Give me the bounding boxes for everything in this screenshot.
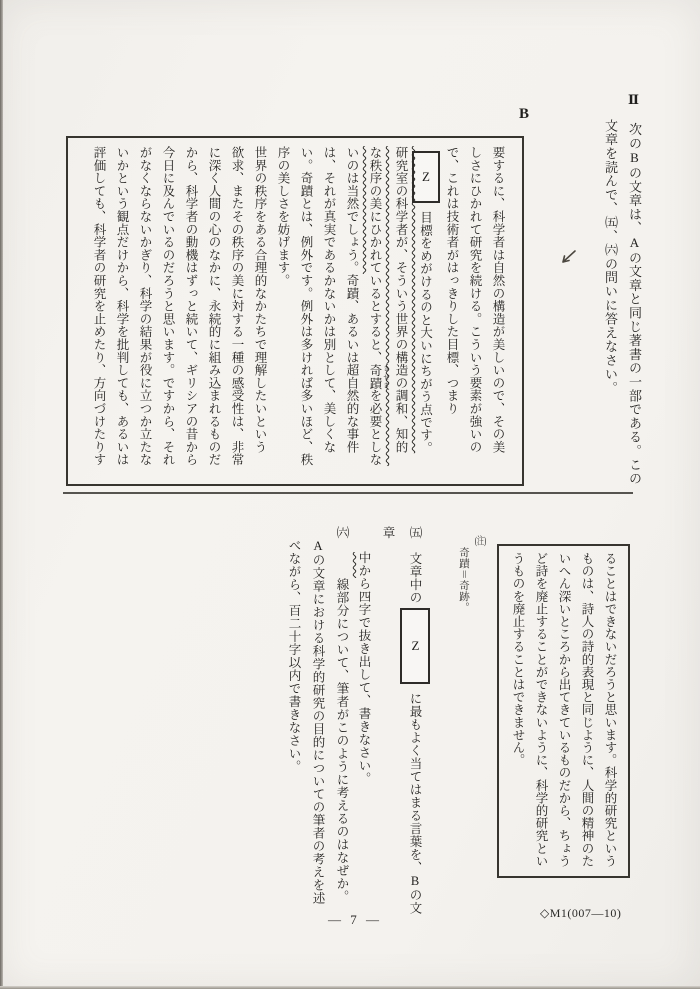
passage-b-box xyxy=(66,136,524,486)
note-label: (注) xyxy=(474,536,487,547)
text-line xyxy=(463,146,486,476)
text-segment: 奇蹟、あるいは超自然的な事件 xyxy=(345,274,359,454)
pen-mark xyxy=(559,250,577,270)
text-segment: がなくならないかぎり、科学の結果が役に立つか立たな xyxy=(138,146,152,466)
text-line xyxy=(389,146,412,476)
note-block xyxy=(447,536,489,706)
text-segment: ものは、詩人の詩的表現と同じように、人間の精神のた xyxy=(580,552,594,867)
text-segment: 中から四字で抜き出して、書きなさい。 xyxy=(357,551,371,785)
text-segment: いのは当然でしょう。 xyxy=(345,146,359,274)
text-line xyxy=(440,146,463,476)
text-line xyxy=(179,146,202,476)
text-segment: 文章を読んで、㈤、㈥の問いに答えなさい。 xyxy=(603,119,618,395)
text-segment: ど詩を廃止することができないように、科学的研究とい xyxy=(534,552,548,867)
text-line xyxy=(133,146,156,476)
text-line xyxy=(294,146,317,476)
text-segment: 今日に及んでいるのだろうと思います。ですから、それ xyxy=(161,146,175,466)
ruby-annotated-text: 奇蹟 きせき xyxy=(368,363,389,390)
text-segment: を必要としな xyxy=(368,389,382,467)
text-segment xyxy=(335,539,349,552)
text-line xyxy=(317,146,340,476)
section-heading xyxy=(592,93,646,489)
question-five-marker: ㈤ xyxy=(408,526,422,539)
text-segment: 奇蹟＝奇跡。 xyxy=(458,546,469,613)
text-line xyxy=(271,146,294,476)
text-segment: 要するに、科学者は自然の構造が美しいので、その美 xyxy=(491,146,505,454)
text-segment: Aの文章における科学的研究の目的についての筆者の考えを述 xyxy=(311,538,325,904)
text-line xyxy=(529,552,552,870)
page-number: — 7 — xyxy=(328,912,382,927)
text-segment: しさにひかれて研究を続ける。こういう要素が強いの xyxy=(468,146,482,454)
text-segment: から、科学者の動機はずっと続いて、ギリシアの昔から xyxy=(184,146,198,466)
text-segment: な秩序の美にひかれているとすると、 xyxy=(368,146,382,364)
text-segment: に最もよく当てはまる言葉を、Bの文章 xyxy=(381,526,422,915)
text-line xyxy=(306,526,330,926)
text-line xyxy=(552,552,575,870)
z-blank-box: Z xyxy=(412,151,440,203)
text-line xyxy=(598,93,622,489)
text-line xyxy=(575,552,598,870)
text-line xyxy=(87,146,110,476)
question-five xyxy=(357,526,430,926)
text-line xyxy=(376,526,430,926)
document-code: ◇M1(007—10) xyxy=(540,906,622,920)
text-line xyxy=(248,146,271,476)
text-segment: いかという観点だけから、科学を批判しても、あるいは xyxy=(115,146,129,466)
passage-b-continuation-box xyxy=(497,544,630,878)
text-segment: べながら、百二十字以内で書きなさい。 xyxy=(287,538,301,773)
passage-b-label: B xyxy=(519,106,530,122)
text-line xyxy=(598,552,621,870)
text-segment: 目標をめがけるのと大いにちがう点です。 xyxy=(418,211,433,455)
scan-left-edge xyxy=(0,0,3,989)
text-line xyxy=(363,146,389,476)
text-segment: 文章中の xyxy=(408,539,422,604)
text-line xyxy=(282,526,306,926)
text-segment: 世界の秩序をある合理的なかたちで理解したいという xyxy=(253,146,267,454)
text-line xyxy=(110,146,133,476)
text-segment: 研究室の科学者が、そういう世界の構造の調和、知的 xyxy=(394,146,408,454)
section-divider xyxy=(63,492,633,494)
text-line xyxy=(330,526,354,926)
text-segment: ることはできないだろうと思います。科学的研究という xyxy=(603,552,617,867)
text-line xyxy=(486,146,509,476)
text-line xyxy=(225,146,248,476)
section-number: Ⅱ xyxy=(627,93,642,109)
text-segment: いへん深いところから出てきているものだから、ちょう xyxy=(557,552,571,867)
text-segment: で、これは技術者がはっきりした目標、つまり xyxy=(445,146,459,415)
question-six xyxy=(276,526,354,926)
text-line xyxy=(412,146,440,476)
text-line xyxy=(202,146,225,476)
text-segment: 評価しても、科学者の研究を止めたり、方向づけたりす xyxy=(92,146,106,466)
text-line xyxy=(472,536,489,706)
text-line xyxy=(352,526,376,926)
text-line xyxy=(455,536,472,706)
text-line xyxy=(156,146,179,476)
z-blank-box: Z xyxy=(400,608,430,684)
text-line xyxy=(506,552,529,870)
text-segment: うものを廃止することはできません。 xyxy=(511,552,525,767)
text-segment: 序の美しさを妨げます。 xyxy=(276,146,290,287)
text-line xyxy=(622,93,646,489)
text-segment: 欲求、またその秩序の美に対する一種の感受性は、非常 xyxy=(230,146,244,466)
text-segment: 次のBの文章は、Aの文章と同じ著書の一部である。この xyxy=(627,108,642,486)
text-line xyxy=(340,146,363,476)
text-segment: 線部分について、筆者がこのように考えるのはなぜか。 xyxy=(335,578,349,903)
text-segment: は、それが真実であるかないかは別として、美しくな xyxy=(322,146,336,454)
text-segment: い。奇蹟とは、例外です。例外は多ければ多いほど、秩 xyxy=(299,146,313,466)
wavy-line-mark xyxy=(335,552,349,578)
text-segment: に深く人間の心のなかに、永続的に組み込まれるものだ xyxy=(207,146,221,466)
question-six-marker: ㈥ xyxy=(335,526,349,539)
